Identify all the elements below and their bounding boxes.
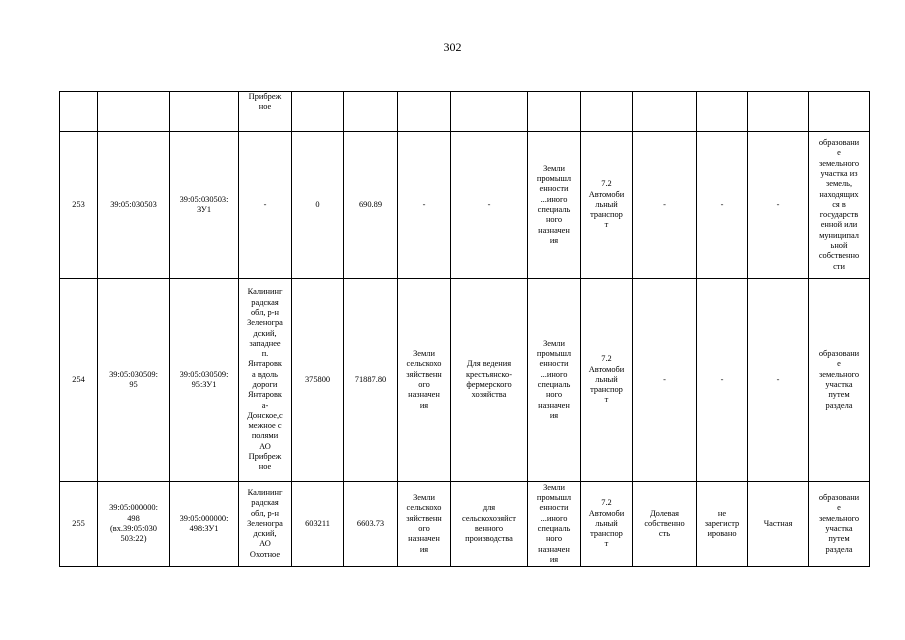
row-number-cell xyxy=(60,92,98,132)
table-row xyxy=(60,92,870,132)
planned-category-cell: Земли промышл енности ...иного специаль ного назначен ия xyxy=(528,279,581,482)
current-use-cell xyxy=(451,92,528,132)
row-number-cell: 254 xyxy=(60,279,98,482)
table-row xyxy=(60,482,870,567)
planned-category-cell: Земли промышл енности ...иного специаль ного назначен ия xyxy=(528,132,581,279)
ownership-cell: - xyxy=(748,279,809,482)
planned-use-cell: 7.2 Автомоби льный транспор т xyxy=(581,279,633,482)
row-number-cell: 255 xyxy=(60,482,98,567)
current-use-cell: для сельскохозяйст венного производства xyxy=(451,482,528,567)
cadastral-number-cell: 39:05:030509: 95 xyxy=(98,279,170,482)
area-document-cell: 603211 xyxy=(292,482,344,567)
planned-category-cell xyxy=(528,92,581,132)
area-calculated-cell: 690.89 xyxy=(344,132,398,279)
page-number: 302 xyxy=(443,40,462,54)
table-row xyxy=(60,279,870,482)
right-status-cell: - xyxy=(697,279,748,482)
right-type-cell: - xyxy=(633,132,697,279)
current-category-cell: Земли сельскохо зяйственн ого назначен ия xyxy=(398,279,451,482)
area-calculated-cell xyxy=(344,92,398,132)
right-type-cell: Долевая собственно сть xyxy=(633,482,697,567)
right-type-cell: - xyxy=(633,279,697,482)
right-status-cell: не зарегистр ировано xyxy=(697,482,748,567)
formation-method-cell xyxy=(809,92,870,132)
current-category-cell: - xyxy=(398,132,451,279)
area-document-cell: 375800 xyxy=(292,279,344,482)
formation-method-cell: образовани е земельного участка путем раздела xyxy=(809,482,870,567)
cadastral-number-cell: 39:05:030503 xyxy=(98,132,170,279)
current-category-cell xyxy=(398,92,451,132)
current-use-cell: Для ведения крестьянско- фермерского хозяйства xyxy=(451,279,528,482)
right-status-cell: - xyxy=(697,132,748,279)
area-calculated-cell: 71887.80 xyxy=(344,279,398,482)
address-cell: - xyxy=(239,132,292,279)
formation-method-cell: образовани е земельного участка из земель, находящих ся в государств енной или муниципал ьной собственно сти xyxy=(809,132,870,279)
planned-category-cell: Земли промышл енности ...иного специаль ного назначен ия xyxy=(528,482,581,567)
current-category-cell: Земли сельскохо зяйственн ого назначен ия xyxy=(398,482,451,567)
planned-use-cell xyxy=(581,92,633,132)
row-number-cell: 253 xyxy=(60,132,98,279)
ownership-cell: - xyxy=(748,132,809,279)
area-document-cell: 0 xyxy=(292,132,344,279)
ownership-cell: Частная xyxy=(748,482,809,567)
area-document-cell xyxy=(292,92,344,132)
right-type-cell xyxy=(633,92,697,132)
land-plot-table xyxy=(59,91,870,567)
address-cell: Прибреж ное xyxy=(239,92,292,132)
right-status-cell xyxy=(697,92,748,132)
cadastral-number-cell: 39:05:000000: 498 (вх.39:05:030 503:22) xyxy=(98,482,170,567)
current-use-cell: - xyxy=(451,132,528,279)
address-cell: Калининг радская обл, р-н Зеленогра дский, АО Охотное xyxy=(239,482,292,567)
ownership-cell xyxy=(748,92,809,132)
formation-method-cell: образовани е земельного участка путем раздела xyxy=(809,279,870,482)
planned-use-cell: 7.2 Автомоби льный транспор т xyxy=(581,132,633,279)
planned-use-cell: 7.2 Автомоби льный транспор т xyxy=(581,482,633,567)
table-row xyxy=(60,132,870,279)
plot-designation-cell: 39:05:000000: 498:ЗУ1 xyxy=(170,482,239,567)
cadastral-number-cell xyxy=(98,92,170,132)
plot-designation-cell xyxy=(170,92,239,132)
plot-designation-cell: 39:05:030509: 95:ЗУ1 xyxy=(170,279,239,482)
plot-designation-cell: 39:05:030503: ЗУ1 xyxy=(170,132,239,279)
address-cell: Калининг радская обл, р-н Зеленогра дский, западнее п. Янтаровк а вдоль дороги Янтаровк а- Донское,с межное с полями АО Прибреж ное xyxy=(239,279,292,482)
area-calculated-cell: 6603.73 xyxy=(344,482,398,567)
